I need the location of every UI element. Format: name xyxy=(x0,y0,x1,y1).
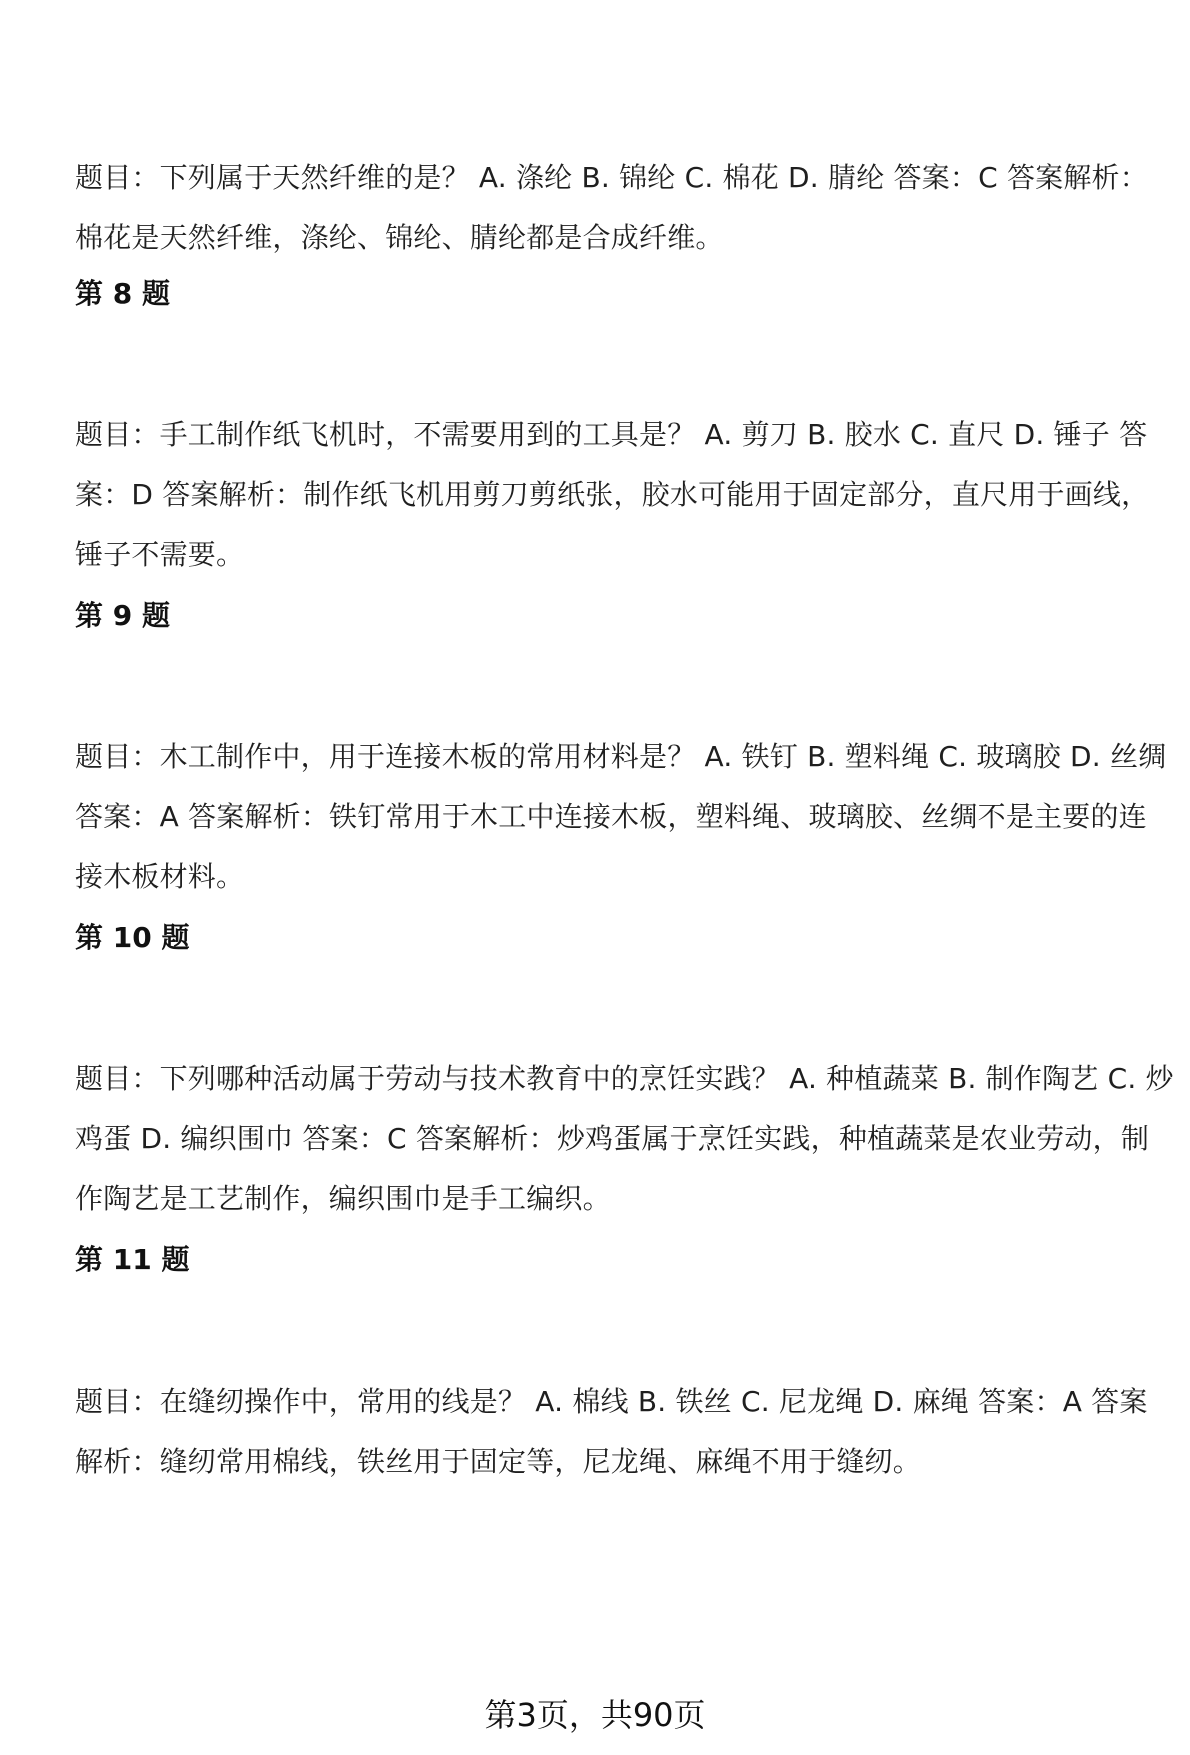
page-number: 第3页，共90页 xyxy=(484,1696,706,1734)
question-7-body: 题目：下列属于天然纤维的是？ A. 涤纶 B. 锦纶 C. 棉花 D. 腈纶 答案：C 答案解析：棉花是天然纤维，涤纶、锦纶、腈纶都是合成纤维。 xyxy=(75,161,1148,254)
question-9-heading: 第 9 题 xyxy=(75,599,170,632)
question-10-heading: 第 10 题 xyxy=(75,921,190,954)
question-9-body: 题目：木工制作中，用于连接木板的常用材料是？ A. 铁钉 B. 塑料绳 C. 玻璃胶 D. 丝绸 答案：A 答案解析：铁钉常用于木工中连接木板，塑料绳、玻璃胶、丝绸不是主要的连接木板材料。 xyxy=(75,740,1167,893)
question-8-body: 题目：手工制作纸飞机时，不需要用到的工具是？ A. 剪刀 B. 胶水 C. 直尺 D. 锤子 答案：D 答案解析：制作纸飞机用剪刀剪纸张，胶水可能用于固定部分，直尺用于画线，锤子不需要。 xyxy=(75,418,1150,571)
question-8-heading: 第 8 题 xyxy=(75,277,170,310)
question-10-body: 题目：下列哪种活动属于劳动与技术教育中的烹饪实践？ A. 种植蔬菜 B. 制作陶艺 C. 炒鸡蛋 D. 编织围巾 答案：C 答案解析：炒鸡蛋属于烹饪实践，种植蔬菜是农业劳动，制作陶艺是工艺制作，编织围巾是手工编织。 xyxy=(75,1062,1174,1215)
question-11-heading: 第 11 题 xyxy=(75,1243,190,1276)
question-11-body: 题目：在缝纫操作中，常用的线是？ A. 棉线 B. 铁丝 C. 尼龙绳 D. 麻绳 答案：A 答案解析：缝纫常用棉线，铁丝用于固定等，尼龙绳、麻绳不用于缝纫。 xyxy=(75,1385,1148,1478)
